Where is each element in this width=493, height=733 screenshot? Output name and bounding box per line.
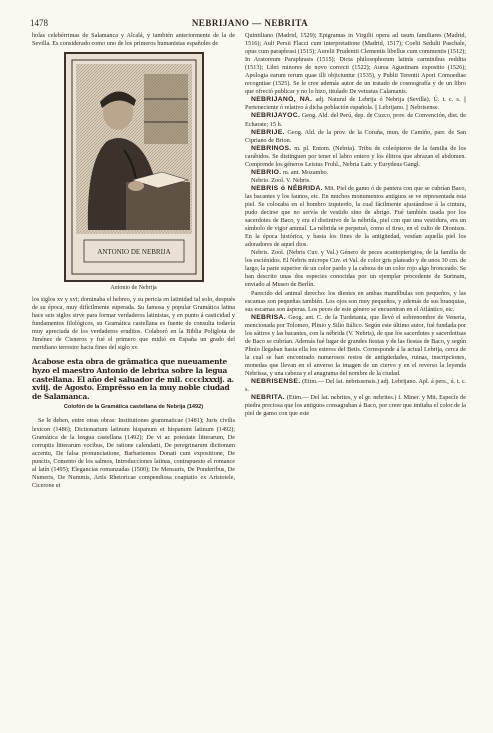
left-paragraph-2: Se le deben, entre otras obras: Institutiones grammaticae (1481); Juris civilis lexicon (1486); Dictionarium latinum hispanum et hispanum latinum (1492); Gramática de la lengua castellana (1492); De vi ac potestate litterarum, De corruptis litterarum vocibus, De ratione calendarii, De peregrinarum dictionum accentu, De falsa pronunciatione, Barbariemos Donati cum expositione, De punctis, Comento de los salmos, Introducciones latinas, contrapuesto el romance al latín (1495); Elegancias romanzadas (1500); De Mensuris, De Ponderibus, De Numeris, De Nummis, Artis Rhetoricae compendiosa coaptatio ex Aristotele, Cicerone et: [32, 417, 235, 489]
entry-nebrije: [245, 129, 466, 145]
right-paragraph-0: Quintiliano (Madrid, 1529); Epigramas in Virgilii opera ad usum familiares (Madrid, 1516); Auli Persii Flacci cum interpretatione (Madrid, 1517); Coelii Sedulii Paschale, opus cum paraphrasi (1515); Aurelii Prudentii Clementis libellus cum commentis (1512); In Aratoreum Paraphrasis (1515); Dicta philosophorum latinis carminibus reddita (1513); Libri minores de novo correcti (1522); Aurea Agustinam expositio (1526); Apologia earum rerum quae illi objiciuntur (1535), y Publii Terentii Apori Comoediae recognitae (1525). Se le cree además autor de un tratado de cosmografía y de un libro que ofreció publicar y no lo hizo, titulado De vetustas Calamanis.: [245, 32, 466, 96]
entry-nebrio: [245, 169, 466, 177]
entry-nebrinos: [245, 145, 466, 169]
entry-headword: NEBRIO.: [251, 168, 282, 176]
colophon-gothic-text: Acabose esta obra de grāmatica que nueuamente hyzo el maestro Antonio de lebrixa sobre la legua castellana. El año del saluador de mil. cccclxxxij. a. xviij. de Agosto. Emprēsso en la muy noble ciudad de Salamanca.: [32, 357, 234, 401]
entry-text: m. ant. Mozambo.: [282, 168, 329, 176]
left-intro-paragraph: holas celebérrimas de Salamanca y Alcalá, y también anteriormente de la de Sevilla. Es considerado como uno de los primeros humanistas españoles de: [32, 32, 235, 48]
left-column: [32, 32, 235, 722]
left-paragraph-1: los siglos xv y xvi; dominaba el hebreo, y su pericia en latinidad tal solo, después de su época, muy difícilmente superada. Su famosa y popular Gramática latina hace seis siglos sirve para formar verdaderos latinistas, y en punto á casticidad y fundamentos filológicos, su Gramática castellana es fuente de consulta todavía muy apreciada de los verdaderos eruditos. Colaboró en la Biblia Poliglota de Jiménez de Cisneros y fué el primero que midió en España un grado del meridiano terrestre hacia fines del siglo xv.: [32, 296, 235, 352]
entry-headword: NEBRIJANO, NA.: [251, 96, 313, 104]
entry-headword: NEBRIJAYOC.: [251, 112, 301, 120]
entry-nebris-zool: Nebris. Zool. (Nebris Cuv. y Val.) Género de peces acantopterigios, de la familia de los esciénidos. El Nebris microps Cuv. et Val. de color gris plateado y de unos 30 cm. de largo, la parte superior de un color pardo y la cabeza de un color rojo algo bronceado. Se han descrito unas dos especies conocidas por un ejemplar procedente de Surinam, enviado al Museo de Berlín.: [245, 249, 466, 289]
entry-headword: NEBRITA.: [251, 394, 285, 402]
entry-nebrisa: [245, 314, 466, 378]
colophon-caption: Colofón de la Gramática castellana de Nebrija (1492): [63, 404, 204, 411]
nebrija-portrait: [64, 52, 204, 282]
entry-headword: NEBRISA.: [251, 313, 286, 321]
right-column: [245, 32, 466, 722]
portrait-engraving-icon: [66, 54, 202, 280]
entry-headword: NEBRISENSE.: [251, 378, 301, 386]
portrait-caption: Antonio de Nebrija: [110, 285, 157, 292]
entry-text: Mit. Piel de gamo ó de pantera con que se cubrían Baco, las bacantes y los faunos, etc. En muchos monumentos antiguos se ve representada esta piel. Se colocaba en el hombro izquierdo, la cual fácilmente ajustándose á la cintura, pudo decirse que no servía de vestido sino de abrigo. Fué también usada por los sacerdotes de Baco, y era el distintivo de la nébrida, piel con que una vestidura, era un símbolo de vigor animal. La nébrida se perpetuó, como el tirso, en el culto de Dionisos. En la época histórica, y basta los fines de la antigüedad, vestían aquella piel los adoradores de aquel dios.: [245, 184, 466, 249]
entry-headword: NEBRIS ó NÉBRIDA.: [251, 184, 323, 192]
entry-nebris: [245, 185, 466, 249]
page-header: [30, 16, 470, 30]
entry-nebrijano: [245, 96, 466, 112]
entry-text: Geog. Ald. del Perú, dep. de Cuzco, prov. de Convención, dist. de Echarate; 15 h.: [245, 112, 466, 128]
entry-headword: NEBRINOS.: [251, 144, 292, 152]
entry-nebrita: [245, 394, 466, 418]
entry-headword: NEBRIJE.: [251, 128, 285, 136]
page-number: 1478: [30, 18, 48, 28]
entry-nebris-zool-cont: Parecido del animal derecho: los dientes en ambas mandíbulas son pequeños, y las escamas son pequeñas también. Los ojos son muy pequeños, y además de sus branquias, sus escamas son ásperas. Los peces de este género se encuentran en el Atlántico, etc.: [245, 289, 466, 313]
entry-text: Geog. Ald. de la prov. de la Coruña, mun. de Camiño, parr. de San Cipriano de Brion.: [245, 128, 466, 144]
entry-text: Geog. ant. C. de la Turdetania, que llevó el sobrenombre de Veneria, mencionada por Tolomeo, Plinio y Silio Itálico. Según este último autor, fué fundada por los sátiros y las bacantes, con la nébrida (V. Nebris), de que los sacerdotes y sacerdotisas de Baco se cubrían. Además fué lugar de grandes fiestas y de las fiestas de Baco, y según Plinio llegaban hasta ella los esteros del Betis. Corresponde á la actual Lebrija, cerca de la cual se han encontrado numerosos restos de antigüedades, ruinas, inscripciones, monedas que llevan en el anverso la imagen de un ciervo y en el reverso la leyenda Nebrissa, y una cabeza y el anagrama del nombre de la ciudad.: [245, 313, 466, 377]
entry-text: m. pl. Entom. (Nebria). Tribu de coleópteros de la familia de los carábidos. Se distinguen por tener el labro entero y los élitros que abrazan el abdomen. Comprende los géneros Leistus Frohl., Nebria Latr. y Eurydeus Gangl.: [245, 144, 466, 168]
page-title: NEBRIJANO — NEBRITA: [191, 18, 309, 28]
entry-nebrisense: [245, 378, 466, 394]
entry-text: adj. Natural de Lebrija ó Nebrija (Sevilla). Ú. t. c. s. || Perteneciente ó relativo á dicha población española. || Lebrijano. || Nebrisense.: [245, 96, 466, 112]
entry-nebrio-zool: Nebrio. Zool. V. Nebris.: [251, 176, 311, 184]
portrait-frame-label: ANTONIO DE NEBRIJA: [96, 248, 171, 257]
entry-text: (Etim.— Del lat. nebrites, y el gr. nebrites.) f. Miner. y Mit. Especie de piedra preciosa que los antiguos consagraban á Baco, por creer que imitaba el color de la piel de gamo con que este: [245, 394, 466, 418]
entry-text: (Etim.— Del lat. nebrissensis.) adj. Lebrijano. Apl. á pers., ú. t. c. s.: [245, 378, 466, 394]
entry-nebrijayoc: [245, 112, 466, 128]
